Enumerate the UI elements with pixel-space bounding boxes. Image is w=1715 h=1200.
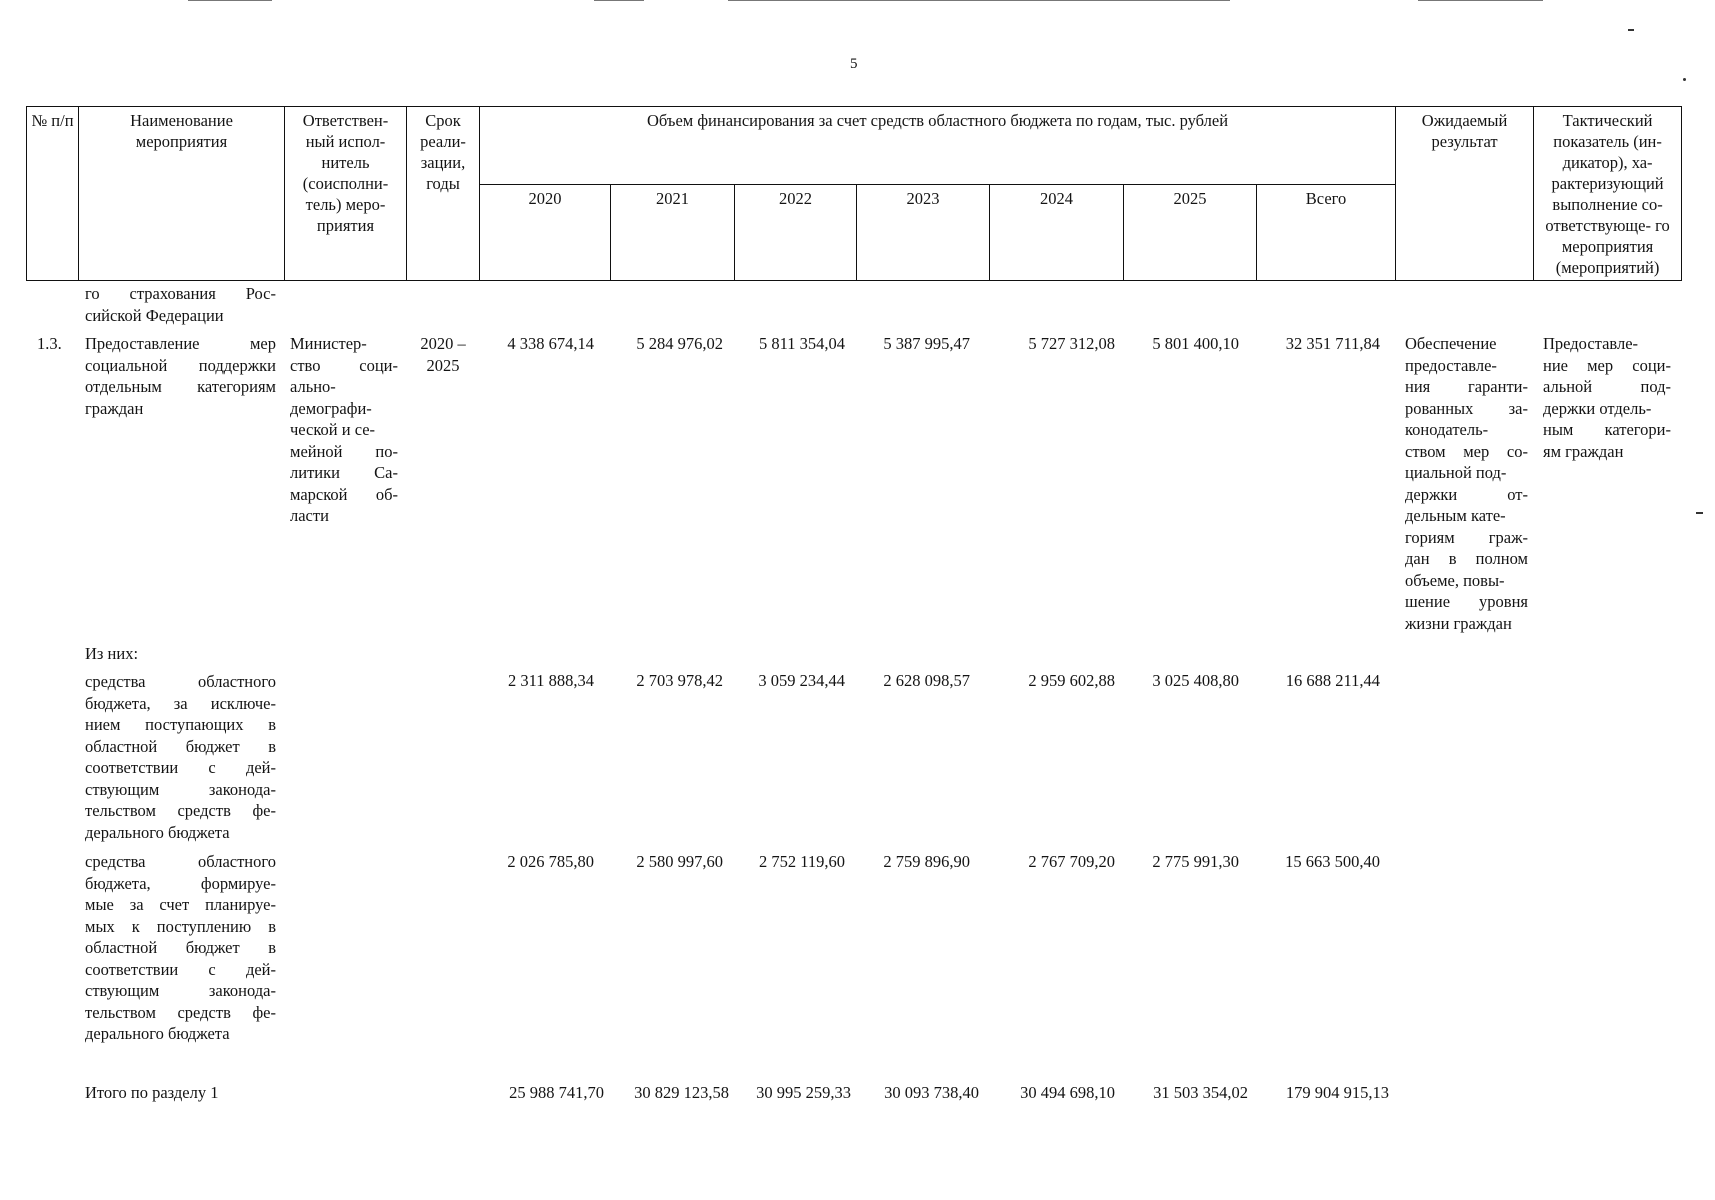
total-value-2021: 30 829 123,58 bbox=[634, 1083, 729, 1102]
value-2025: 5 801 400,10 bbox=[1152, 334, 1239, 353]
value-2021: 5 284 976,02 bbox=[636, 334, 723, 353]
header-result: Ожидаемый результат bbox=[1396, 107, 1534, 281]
row-expected-result: Обеспечение предоставле- ния гаранти- рованных за- конодатель- ством мер со- циальной под- держки от- дельным кате- гориям граж- дан в полном объеме, повы- шение уровня жизни граждан bbox=[1405, 334, 1528, 633]
sub1-value-total: 16 688 211,44 bbox=[1285, 671, 1380, 690]
header-funding: Объем финансирования за счет средств областного бюджета по годам, тыс. рублей bbox=[480, 107, 1396, 185]
sub2-value-total: 15 663 500,40 bbox=[1285, 852, 1380, 871]
row-indicator: Предоставле- ние мер соци- альной под- держки отдель- ным категори- ям граждан bbox=[1543, 334, 1671, 461]
sub1-value-2024: 2 959 602,88 bbox=[1028, 671, 1115, 690]
carryover-text: го страхования Рос- сийской Федерации bbox=[85, 284, 276, 325]
scan-edge-line bbox=[594, 0, 644, 1]
total-label: Итого по разделу 1 bbox=[85, 1083, 219, 1102]
row-executor: Министер- ство соци- ально- демографи- ческой и се- мейной по- литики Са- марской об- ласти bbox=[290, 334, 398, 525]
header-indicator: Тактический показатель (ин- дикатор), ха- рактеризующий выполнение со- ответствующе- го мероприятия (мероприятий) bbox=[1534, 107, 1682, 281]
total-value-2022: 30 995 259,33 bbox=[756, 1083, 851, 1102]
total-value-2020: 25 988 741,70 bbox=[509, 1083, 604, 1102]
value-2023: 5 387 995,47 bbox=[883, 334, 970, 353]
sub1-value-2021: 2 703 978,42 bbox=[636, 671, 723, 690]
scan-dot bbox=[1683, 78, 1686, 81]
total-value-2024: 30 494 698,10 bbox=[1020, 1083, 1115, 1102]
header-num: № п/п bbox=[27, 107, 79, 281]
total-value-total: 179 904 915,13 bbox=[1285, 1083, 1389, 1102]
table-header bbox=[26, 106, 1682, 281]
sub2-value-2020: 2 026 785,80 bbox=[507, 852, 594, 871]
header-year-2021: 2021 bbox=[611, 185, 735, 281]
header-year-2023: 2023 bbox=[857, 185, 990, 281]
value-total: 32 351 711,84 bbox=[1285, 334, 1380, 353]
sub2-value-2025: 2 775 991,30 bbox=[1152, 852, 1239, 871]
scan-dot bbox=[1628, 29, 1634, 31]
header-year-2025: 2025 bbox=[1124, 185, 1257, 281]
header-year-2022: 2022 bbox=[735, 185, 857, 281]
header-term: Срок реали- зации, годы bbox=[407, 107, 480, 281]
row-term: 2020 – 2025 bbox=[420, 334, 466, 375]
scan-edge-line bbox=[728, 0, 1230, 1]
of-them-label: Из них: bbox=[85, 644, 139, 663]
sub2-value-2021: 2 580 997,60 bbox=[636, 852, 723, 871]
header-executor: Ответствен- ный испол- нитель (соисполни- тель) меро- приятия bbox=[285, 107, 407, 281]
total-value-2025: 31 503 354,02 bbox=[1153, 1083, 1248, 1102]
sub1-value-2020: 2 311 888,34 bbox=[507, 671, 594, 690]
header-name: Наименование мероприятия bbox=[79, 107, 285, 281]
scan-edge-line bbox=[188, 0, 272, 1]
row-number: 1.3. bbox=[37, 334, 62, 353]
sub2-value-2023: 2 759 896,90 bbox=[883, 852, 970, 871]
scan-edge-line bbox=[1418, 0, 1543, 1]
total-value-2023: 30 093 738,40 bbox=[884, 1083, 979, 1102]
sub2-value-2024: 2 767 709,20 bbox=[1028, 852, 1115, 871]
page-number: 5 bbox=[850, 56, 858, 72]
sub2-name: средства областного бюджета, формируе- мые за счет планируе- мых к поступлению в областной бюджет в соответствии с дей- ствующим законода- тельством средств фе- дерального бюджета bbox=[85, 852, 276, 1043]
sub1-value-2025: 3 025 408,80 bbox=[1152, 671, 1239, 690]
header-year-2024: 2024 bbox=[990, 185, 1124, 281]
header-total: Всего bbox=[1257, 185, 1396, 281]
scan-dot bbox=[1696, 512, 1703, 514]
sub1-value-2022: 3 059 234,44 bbox=[758, 671, 845, 690]
sub1-value-2023: 2 628 098,57 bbox=[883, 671, 970, 690]
row-name: Предоставление мер социальной поддержки отдельным категориям граждан bbox=[85, 334, 276, 418]
value-2024: 5 727 312,08 bbox=[1028, 334, 1115, 353]
sub1-name: средства областного бюджета, за исключе- нием поступающих в областной бюджет в соответствии с дей- ствующим законода- тельством средств фе- дерального бюджета bbox=[85, 672, 276, 842]
value-2022: 5 811 354,04 bbox=[758, 334, 845, 353]
sub2-value-2022: 2 752 119,60 bbox=[758, 852, 845, 871]
header-year-2020: 2020 bbox=[480, 185, 611, 281]
value-2020: 4 338 674,14 bbox=[507, 334, 594, 353]
